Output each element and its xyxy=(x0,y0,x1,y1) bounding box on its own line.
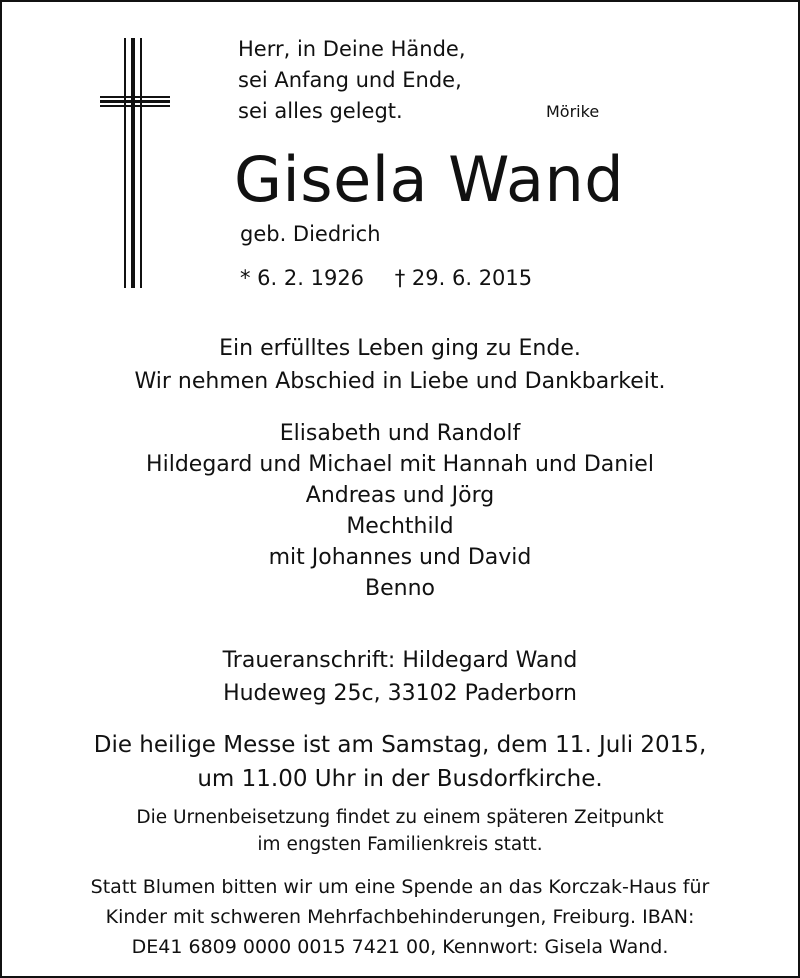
birth-name: geb. Diedrich xyxy=(240,222,381,246)
burial-line: Die Urnenbeisetzung findet zu einem späteren Zeitpunkt xyxy=(136,807,664,828)
death-date: † 29. 6. 2015 xyxy=(394,266,533,290)
motto-line: Herr, in Deine Hände, xyxy=(238,37,466,61)
mourner-line: Mechthild xyxy=(346,514,454,539)
cross-icon xyxy=(100,38,170,288)
donation-info xyxy=(0,872,800,962)
mourners-list xyxy=(0,418,800,604)
donation-line: DE41 6809 0000 0015 7421 00, Kennwort: Gisela Wand. xyxy=(131,936,669,958)
burial-line: im engsten Familienkreis statt. xyxy=(257,834,543,855)
deceased-name: Gisela Wand xyxy=(234,143,625,216)
mass-line: Die heilige Messe ist am Samstag, dem 11. Juli 2015, xyxy=(93,732,707,758)
mass-info xyxy=(0,728,800,796)
motto-line: sei alles gelegt. xyxy=(238,99,403,123)
farewell-text xyxy=(0,332,800,398)
mourner-line: Andreas und Jörg xyxy=(305,483,495,508)
mourner-line: Elisabeth und Randolf xyxy=(279,421,521,446)
mass-line: um 11.00 Uhr in der Busdorfkirche. xyxy=(197,766,603,792)
motto-verse xyxy=(238,34,466,127)
address-line: Hudeweg 25c, 33102 Paderborn xyxy=(223,681,577,706)
motto-line: sei Anfang und Ende, xyxy=(238,68,462,92)
life-dates xyxy=(240,266,532,290)
mourner-line: Hildegard und Michael mit Hannah und Daniel xyxy=(146,452,654,477)
mourner-line: Benno xyxy=(365,576,435,601)
farewell-line: Ein erfülltes Leben ging zu Ende. xyxy=(219,336,581,361)
motto-author: Mörike xyxy=(546,102,600,121)
donation-line: Statt Blumen bitten wir um eine Spende an das Korczak-Haus für xyxy=(90,876,710,898)
address-line: Traueranschrift: Hildegard Wand xyxy=(222,648,578,673)
mourner-line: mit Johannes und David xyxy=(268,545,532,570)
donation-line: Kinder mit schweren Mehrfachbehinderungen, Freiburg. IBAN: xyxy=(105,906,695,928)
farewell-line: Wir nehmen Abschied in Liebe und Dankbarkeit. xyxy=(134,369,666,394)
birth-date: * 6. 2. 1926 xyxy=(240,266,365,290)
mourning-address xyxy=(0,644,800,710)
burial-info xyxy=(0,804,800,858)
